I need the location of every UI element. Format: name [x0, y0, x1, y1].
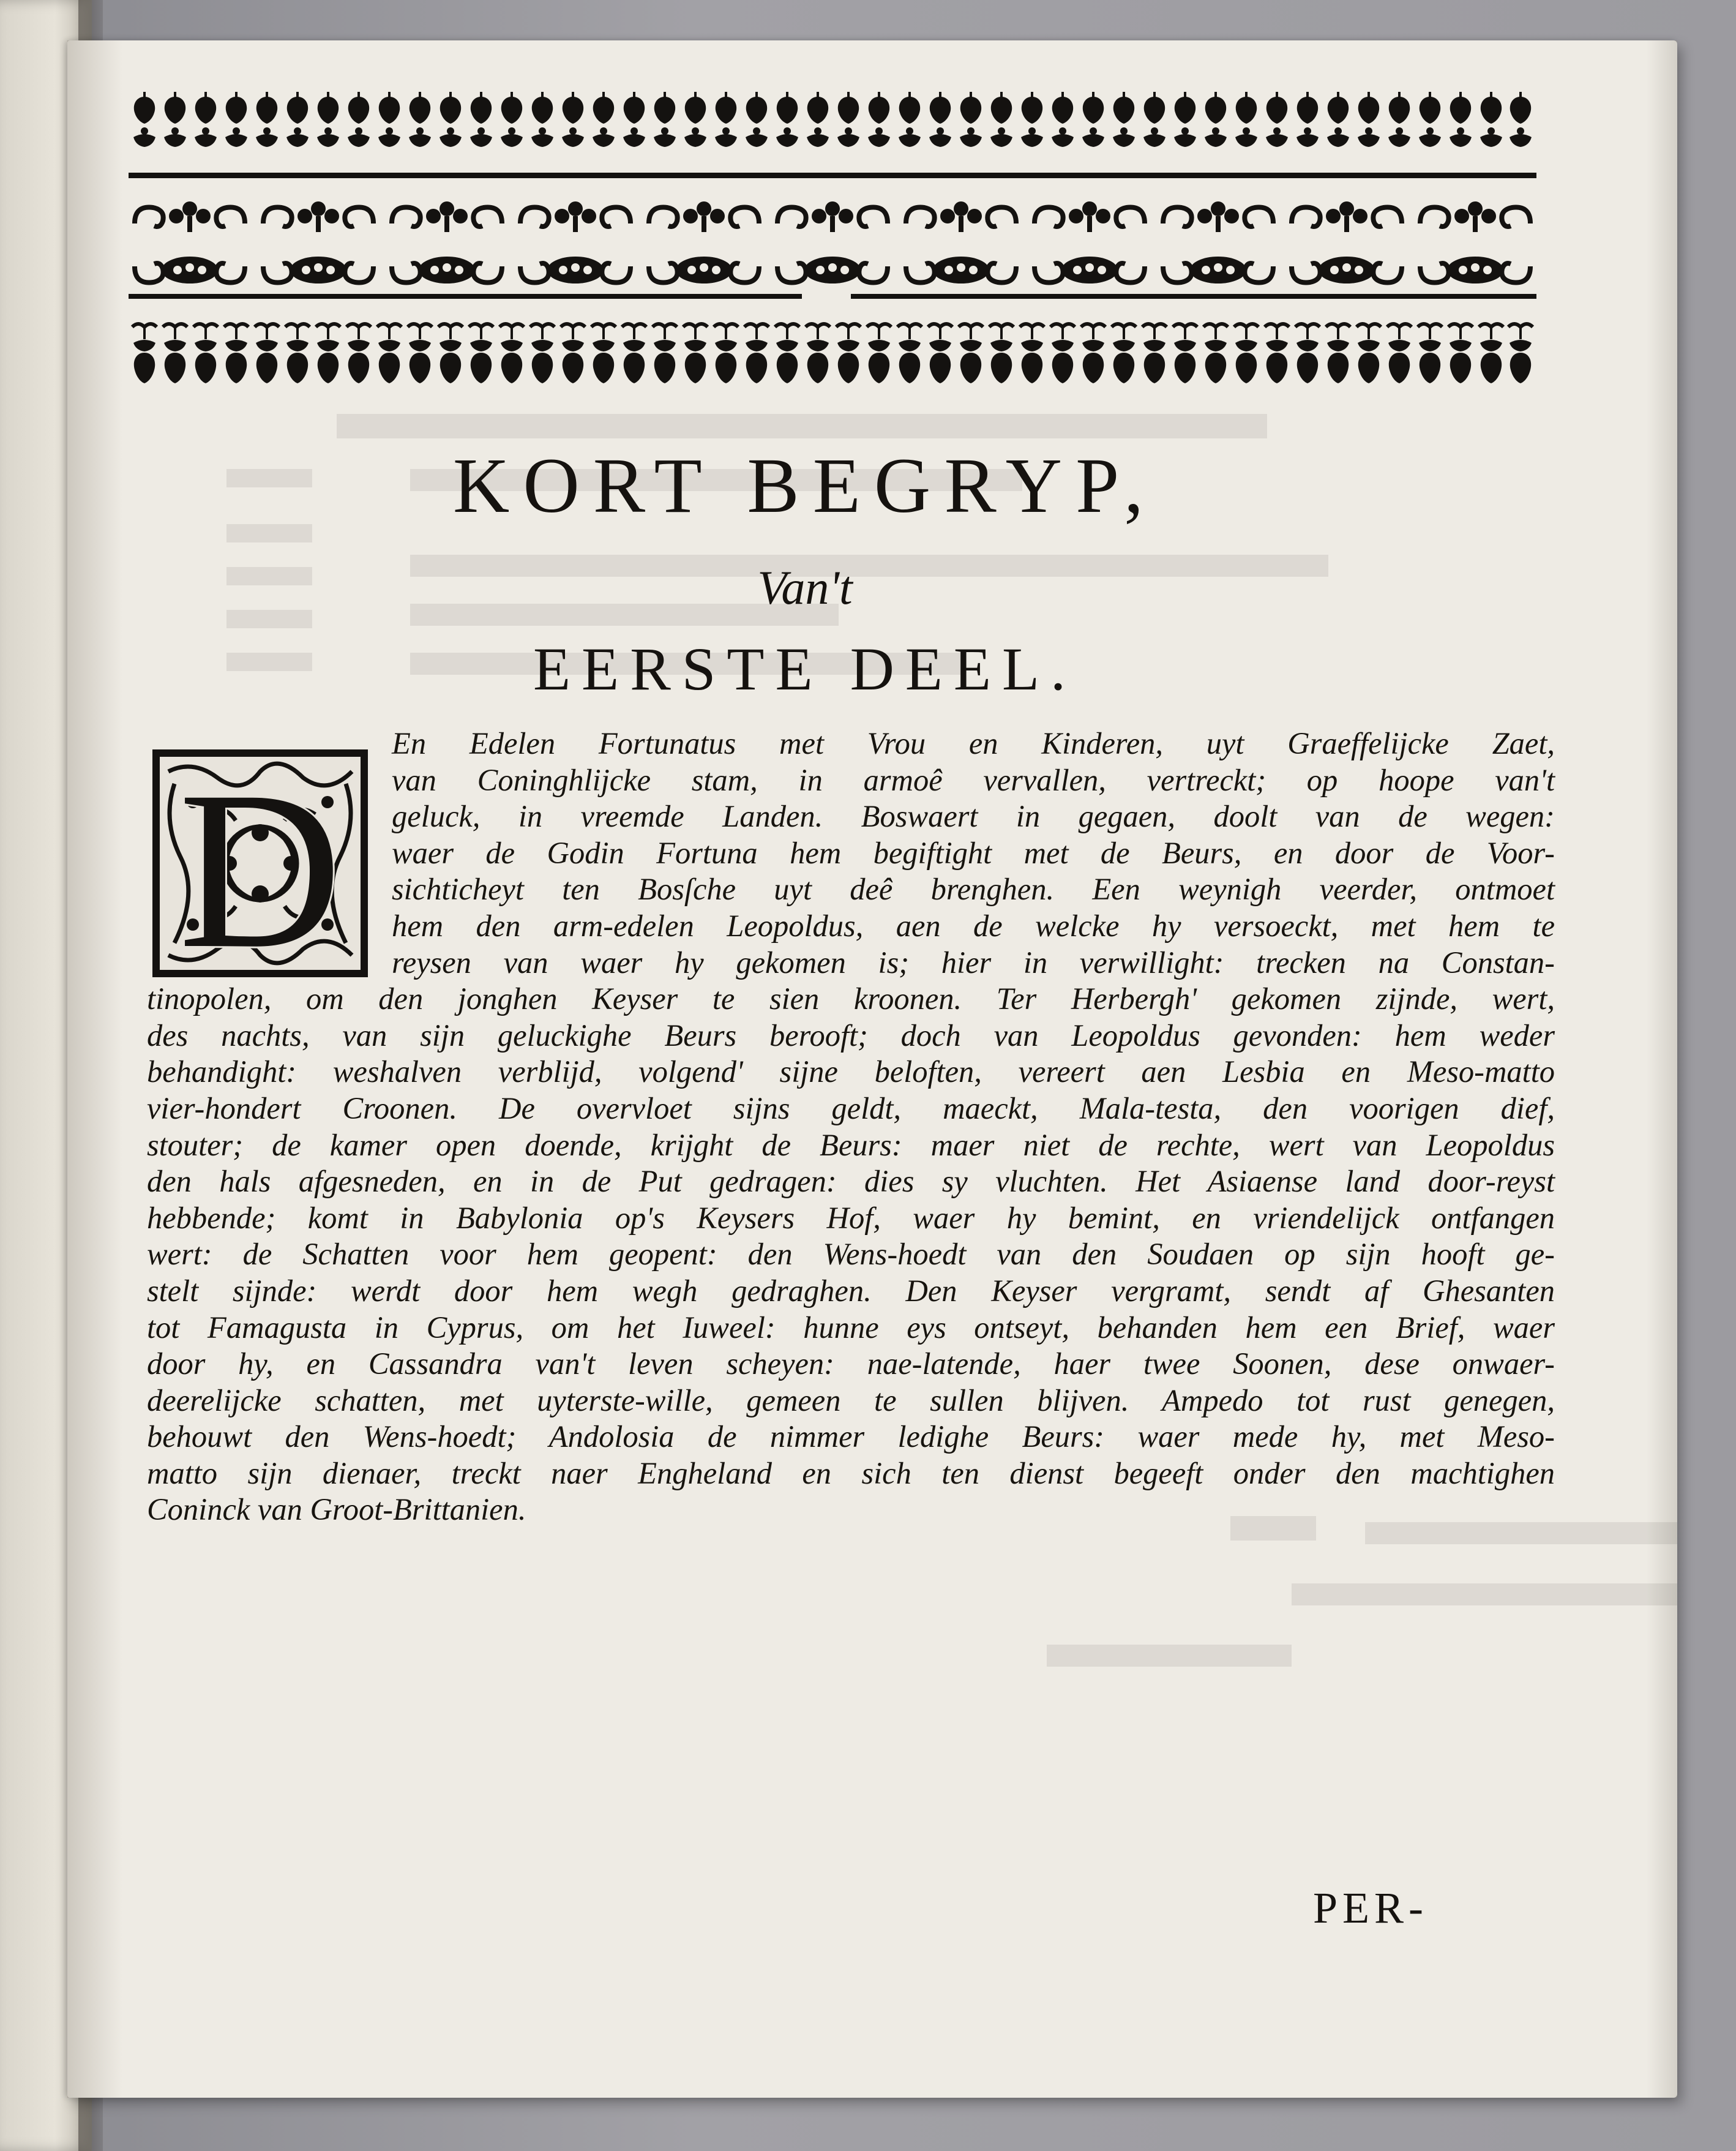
text-line: behouwt den Wens-hoedt; Andolosia de nimmer ledighe Beurs: waer mede hy, met Meso-	[147, 1419, 1555, 1454]
summary-paragraph	[147, 726, 1555, 1528]
text-line: sichticheyt ten Bosſche uyt deê brenghen. Een weynigh veerder, ontmoet	[392, 872, 1555, 907]
text-line: behandight: weshalven verblijd, volgend' sijne beloften, vereert aen Lesbia en Meso-matto	[147, 1054, 1555, 1089]
text-line: matto sijn dienaer, treckt naer Engheland en sich ten dienst begeeft onder den machtighen	[147, 1455, 1555, 1490]
text-line: hebbende; komt in Babylonia op's Keysers Hof, waer hy bemint, en vriendelijck ontfangen	[147, 1200, 1555, 1235]
text-line: hem den arm-edelen Leopoldus, aen de welcke hy versoeckt, met hem te	[392, 908, 1555, 943]
text-line: Coninck van Groot-Brittanien.	[147, 1492, 526, 1527]
text-line: waer de Godin Fortuna hem begiftight met de Beurs, en door de Voor-	[392, 835, 1555, 870]
ornament-rule-left	[129, 294, 802, 299]
text-line: stelt sijnde: werdt door hem wegh gedraghen. Den Keyser vergramt, sendt af Ghesanten	[147, 1273, 1555, 1308]
text-line: van Coninghlijcke stam, in armoê vervallen, vertreckt; op hoope van't	[392, 762, 1555, 797]
text-line: geluck, in vreemde Landen. Boswaert in gegaen, doolt van de wegen:	[392, 799, 1555, 834]
text-line: En Edelen Fortunatus met Vrou en Kinderen, uyt Graeffelijcke Zaet,	[392, 726, 1555, 760]
ornament-band-top	[129, 92, 1536, 153]
ornament-band-bottom	[129, 318, 1536, 392]
page-subtitle: Van't	[757, 561, 853, 614]
text-line: tinopolen, om den jonghen Keyser te sien kroonen. Ter Herbergh' gekomen zijnde, wert,	[147, 982, 1555, 1016]
text-line: stouter; de kamer open doende, krijght de Beurs: maer niet de rechte, wert van Leopoldus	[147, 1127, 1555, 1162]
ornament-band-middle	[129, 199, 1536, 291]
page-edge-shadow	[1647, 40, 1677, 2098]
text-line: tot Famagusta in Cyprus, om het Iuweel: hunne eys ontseyt, behanden hem een Brief, waer	[147, 1310, 1555, 1345]
text-line: vier-hondert Croonen. De overvloet sijns geldt, maeckt, Mala-testa, den voorigen dief,	[147, 1091, 1555, 1125]
ornament-rule	[129, 173, 1536, 178]
page-title: KORT BEGRYP,	[452, 442, 1158, 529]
part-title: EERSTE DEEL.	[533, 635, 1077, 703]
text-line: des nachts, van sijn geluckighe Beurs berooft; doch van Leopoldus gevonden: hem weder	[147, 1018, 1555, 1053]
text-line: door hy, en Cassandra van't leven scheyen: nae-latende, haer twee Soonen, dese onwaer-	[147, 1346, 1555, 1381]
text-line: wert: de Schatten voor hem geopent: den Wens-hoedt van den Soudaen op sijn hooft ge-	[147, 1237, 1555, 1272]
ornament-rule-right	[851, 294, 1536, 299]
text-line: den hals afgesneden, en in de Put gedragen: dies sy vluchten. Het Asiaense land door-reyst	[147, 1164, 1555, 1199]
text-line: deerelijcke schatten, met uyterste-wille, gemeen te sullen blijven. Ampedo tot rust genegen,	[147, 1383, 1555, 1417]
gutter-shadow	[67, 40, 122, 2098]
initial-letter: D	[178, 747, 342, 980]
catchword: PER-	[1313, 1883, 1429, 1932]
text-line: reysen van waer hy gekomen is; hier in verwillight: trecken na Constan-	[392, 945, 1555, 980]
